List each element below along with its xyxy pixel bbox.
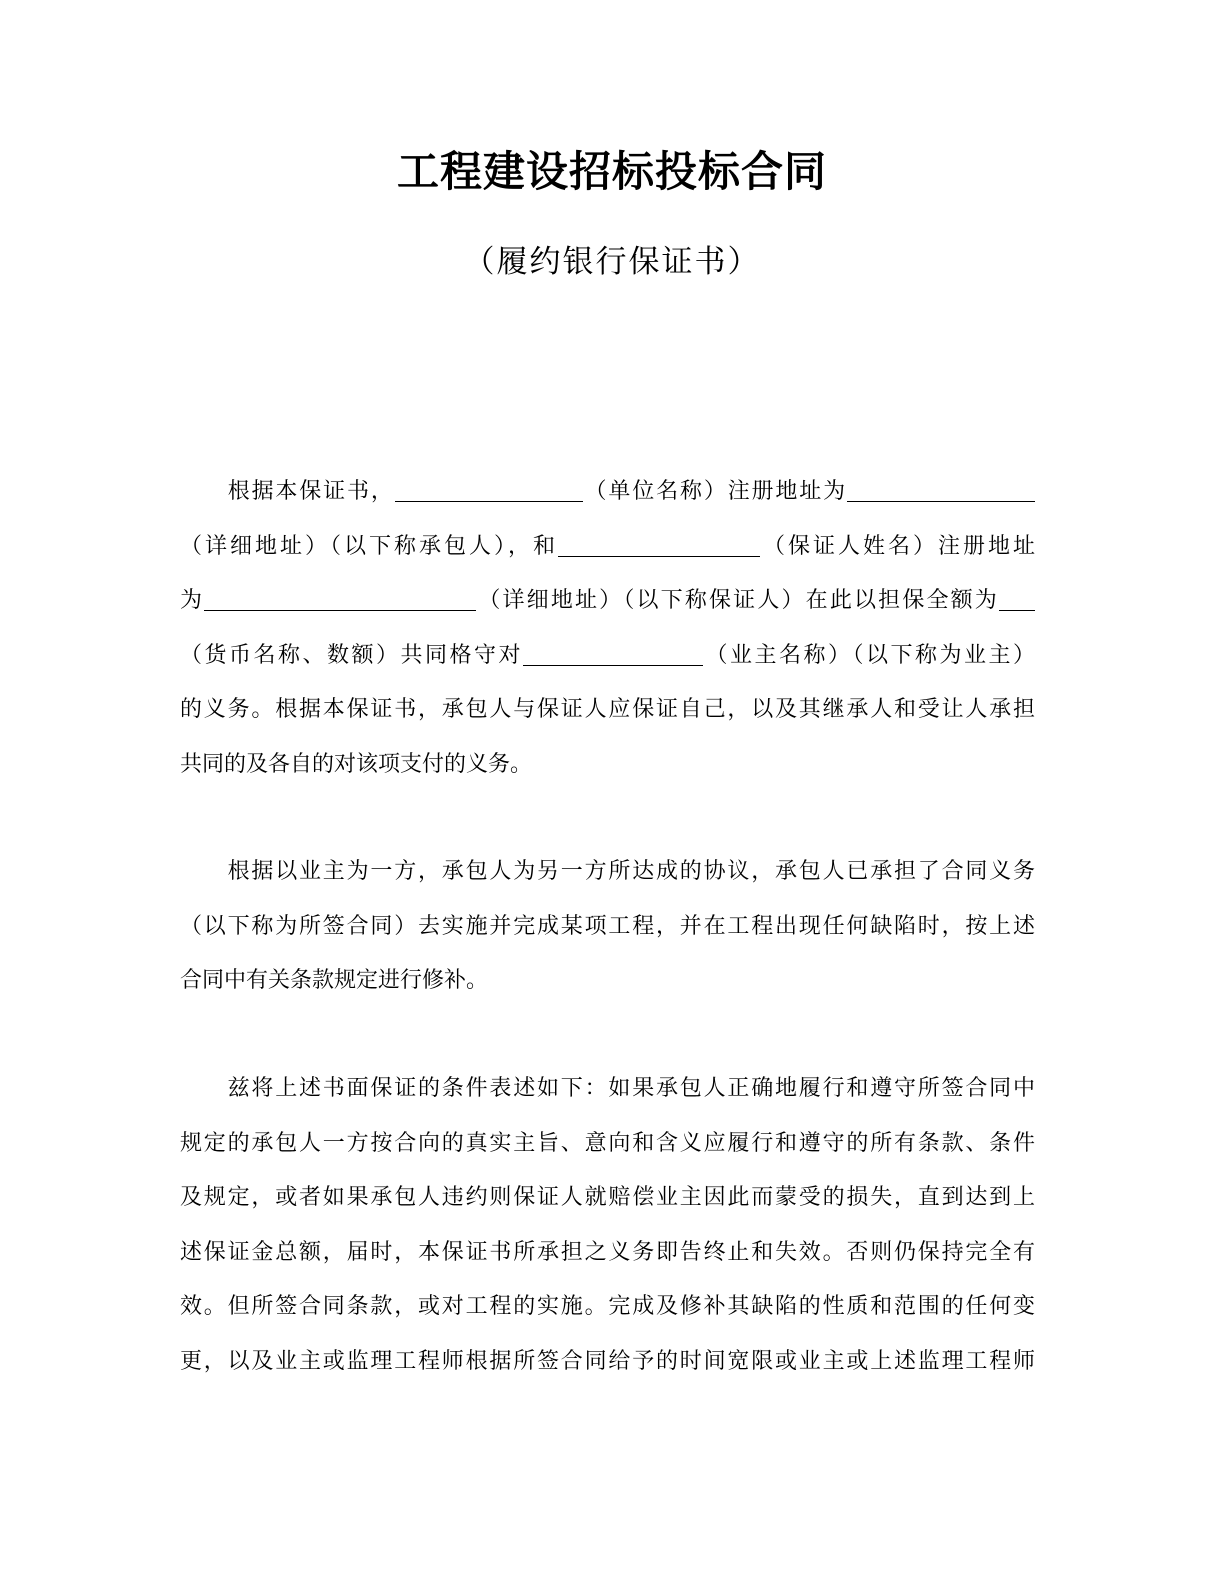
text-line: 兹将上述书面保证的条件表述如下：如果承包人正确地履行和遵守所签合同中 xyxy=(180,1076,1035,1101)
paragraph-guarantee-parties xyxy=(180,465,1035,793)
blank-guarantee-amount xyxy=(999,588,1035,611)
text-segment: （详细地址）（以下称承包人），和 xyxy=(180,533,558,559)
text-segment: （详细地址）（以下称保证人）在此以担保全额为 xyxy=(476,588,999,614)
text-line: 及规定，或者如果承包人违约则保证人就赔偿业主因此而蒙受的损失，直到达到上 xyxy=(180,1185,1035,1211)
text-line xyxy=(180,574,1035,629)
text-line xyxy=(180,465,1035,520)
text-line xyxy=(180,629,1035,684)
text-segment: （单位名称）注册地址为 xyxy=(582,479,847,504)
text-line: 合同中有关条款规定进行修补。 xyxy=(180,968,489,994)
text-line: 规定的承包人一方按合向的真实主旨、意向和含义应履行和遵守的所有条款、条件 xyxy=(180,1130,1035,1156)
text-line: 的义务。根据本保证书，承包人与保证人应保证自己，以及其继承人和受让人承担 xyxy=(180,697,1035,723)
text-segment: 为 xyxy=(180,588,205,614)
text-segment: （业主名称）（以下称为业主） xyxy=(703,642,1035,668)
text-line: 根据以业主为一方，承包人为另一方所达成的协议，承包人已承担了合同义务 xyxy=(180,859,1035,884)
text-line: 述保证金总额，届时，本保证书所承担之义务即告终止和失效。否则仍保持完全有 xyxy=(180,1239,1035,1265)
document-title: 工程建设招标投标合同 xyxy=(396,147,827,196)
document-subtitle: （履约银行保证书） xyxy=(463,244,761,280)
blank-registered-address xyxy=(847,479,1035,502)
text-line: 共同的及各自的对该项支付的义务。 xyxy=(180,751,533,777)
text-line xyxy=(180,520,1035,575)
text-line: 更，以及业主或监理工程师根据所签合同给予的时间宽限或业主或上述监理工程师 xyxy=(180,1348,1035,1374)
text-line: （以下称为所签合同）去实施并完成某项工程，并在工程出现任何缺陷时，按上述 xyxy=(180,913,1035,939)
blank-guarantor-name xyxy=(558,534,760,557)
text-segment: （货币名称、数额）共同格守对 xyxy=(180,642,523,668)
text-segment: （保证人姓名）注册地址 xyxy=(759,533,1035,559)
text-segment: 根据本保证书， xyxy=(180,479,395,504)
blank-detailed-address xyxy=(204,588,476,611)
blank-unit-name xyxy=(395,479,583,502)
paragraph-agreement xyxy=(180,845,1035,1009)
blank-owner-name xyxy=(523,643,703,666)
paragraph-conditions xyxy=(180,1062,1035,1390)
text-line: 效。但所签合同条款，或对工程的实施。完成及修补其缺陷的性质和范围的任何变 xyxy=(180,1294,1035,1320)
